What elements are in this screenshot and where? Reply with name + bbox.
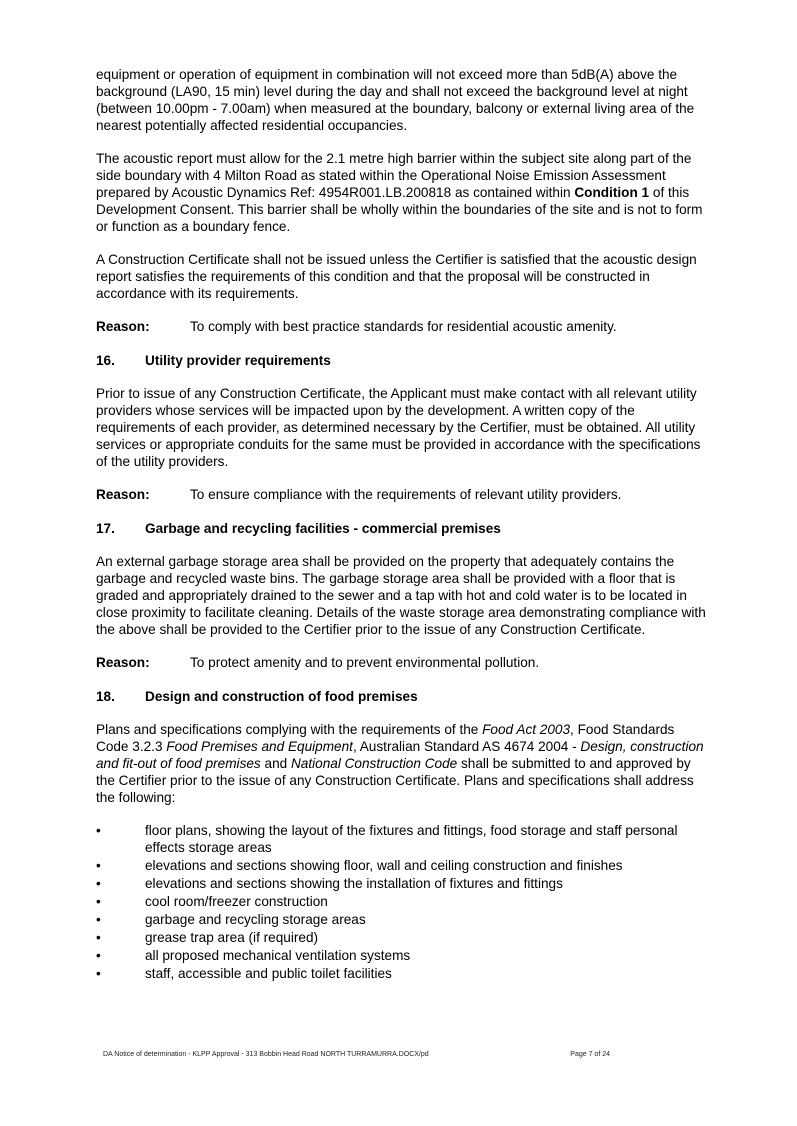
body-text: shall be submitted to and approved by the Certifier prior to the issue of any Construction Certificate. Plans and specifications shall address the following:	[96, 756, 694, 805]
list-item-text: elevations and sections showing floor, wall and ceiling construction and finishes	[145, 858, 623, 873]
section-16-body: Prior to issue of any Construction Certificate, the Applicant must make contact with all relevant utility providers whose services will be impacted upon by the development. A written copy of the requirements of each provider, as determined necessary by the Certifier, must be obtained. All utility services or appropriate conduits for the same must be provided in accordance with the specifications of the utility providers.	[96, 386, 701, 469]
intro-p2-start: The acoustic report must allow for the 2.1 metre high barrier within the subject site along part of the side boundary with 4 Milton Road as stated within the Operational Noise Emission Assessment prepared by Acoustic Dynamics Ref: 4954R001.LB.200818 as contained within	[96, 151, 692, 200]
list-item	[96, 893, 706, 910]
reason-text: To protect amenity and to prevent environmental pollution.	[190, 655, 540, 670]
page-footer	[103, 1050, 610, 1059]
list-item-text: elevations and sections showing the installation of fixtures and fittings	[145, 876, 563, 891]
bullet-icon: •	[96, 876, 101, 891]
section-17-body: An external garbage storage area shall be provided on the property that adequately contains the garbage and recycled waste bins. The garbage storage area shall be provided with a floor that is graded and appropriately drained to the sewer and a tap with hot and cold water is to be located in close proximity to facilitate cleaning. Details of the waste storage area demonstrating compliance with the above shall be provided to the Certifier prior to the issue of any Construction Certificate.	[96, 554, 706, 637]
body-text: Plans and specifications complying with the requirements of the	[96, 722, 483, 737]
bullet-icon: •	[96, 823, 101, 838]
section-18-body	[96, 721, 706, 806]
list-item-text: all proposed mechanical ventilation systems	[145, 948, 411, 963]
section-title: Design and construction of food premises	[145, 689, 418, 704]
section-16-heading	[96, 352, 706, 369]
intro-p2-end: of this Development Consent. This barrier shall be wholly within the boundaries of the site and is not to form or function as a boundary fence.	[96, 185, 703, 234]
body-italic: Food Premises and Equipment	[166, 739, 353, 754]
reason-label: Reason:	[96, 655, 150, 670]
intro-paragraph-3: A Construction Certificate shall not be issued unless the Certifier is satisfied that the acoustic design report satisfies the requirements of this condition and that the proposal will be constructed in accordance with its requirements.	[96, 252, 697, 301]
bullet-icon: •	[96, 966, 101, 981]
body-text: and	[260, 756, 291, 771]
section-title: Garbage and recycling facilities - commercial premises	[145, 521, 501, 536]
list-item	[96, 947, 706, 964]
body-italic: Food Act 2003	[482, 722, 571, 737]
section-number: 17.	[96, 521, 115, 536]
list-item	[96, 875, 706, 892]
requirements-list	[96, 822, 706, 982]
body-italic: National Construction Code	[290, 756, 458, 771]
footer-document-name: DA Notice of determination - KLPP Approval - 313 Bobbin Head Road NORTH TURRAMURRA.DOCX/pd	[103, 1051, 429, 1058]
section-17-heading	[96, 520, 706, 537]
intro-paragraph-1: equipment or operation of equipment in combination will not exceed more than 5dB(A) above the background (LA90, 15 min) level during the day and shall not exceed the background level at night (between 10.00pm - 7.00am) when measured at the boundary, balcony or external living area of the nearest potentially affected residential occupancies.	[96, 67, 695, 133]
list-item-text: staff, accessible and public toilet facilities	[145, 966, 392, 981]
reason-text: To comply with best practice standards for residential acoustic amenity.	[190, 319, 617, 334]
list-item-text: garbage and recycling storage areas	[145, 912, 366, 927]
list-item	[96, 911, 706, 928]
body-italic: Design, construction and fit-out of food premises	[96, 739, 704, 771]
list-item-text: grease trap area (if required)	[145, 930, 319, 945]
condition-reference: Condition 1	[574, 185, 650, 200]
body-text: , Australian Standard AS 4674 2004 -	[352, 739, 581, 754]
reason-label: Reason:	[96, 319, 150, 334]
intro-reason	[96, 318, 706, 335]
list-item-text: floor plans, showing the layout of the fixtures and fittings, food storage and staff personal effects storage areas	[145, 823, 678, 855]
document-body	[96, 66, 706, 983]
reason-text: To ensure compliance with the requirements of relevant utility providers.	[190, 487, 622, 502]
section-16-reason	[96, 486, 706, 503]
bullet-icon: •	[96, 912, 101, 927]
section-title: Utility provider requirements	[145, 353, 331, 368]
list-item	[96, 822, 706, 856]
section-number: 16.	[96, 353, 115, 368]
list-item	[96, 929, 706, 946]
section-18-heading	[96, 688, 706, 705]
list-item	[96, 965, 706, 982]
list-item	[96, 857, 706, 874]
bullet-icon: •	[96, 894, 101, 909]
intro-paragraph-2	[96, 150, 706, 235]
bullet-icon: •	[96, 948, 101, 963]
footer-page-number: Page 7 of 24	[570, 1051, 610, 1058]
reason-label: Reason:	[96, 487, 150, 502]
bullet-icon: •	[96, 930, 101, 945]
bullet-icon: •	[96, 858, 101, 873]
list-item-text: cool room/freezer construction	[145, 894, 328, 909]
section-number: 18.	[96, 689, 115, 704]
body-text: , Food Standards Code 3.2.3	[96, 722, 675, 754]
section-17-reason	[96, 654, 706, 671]
